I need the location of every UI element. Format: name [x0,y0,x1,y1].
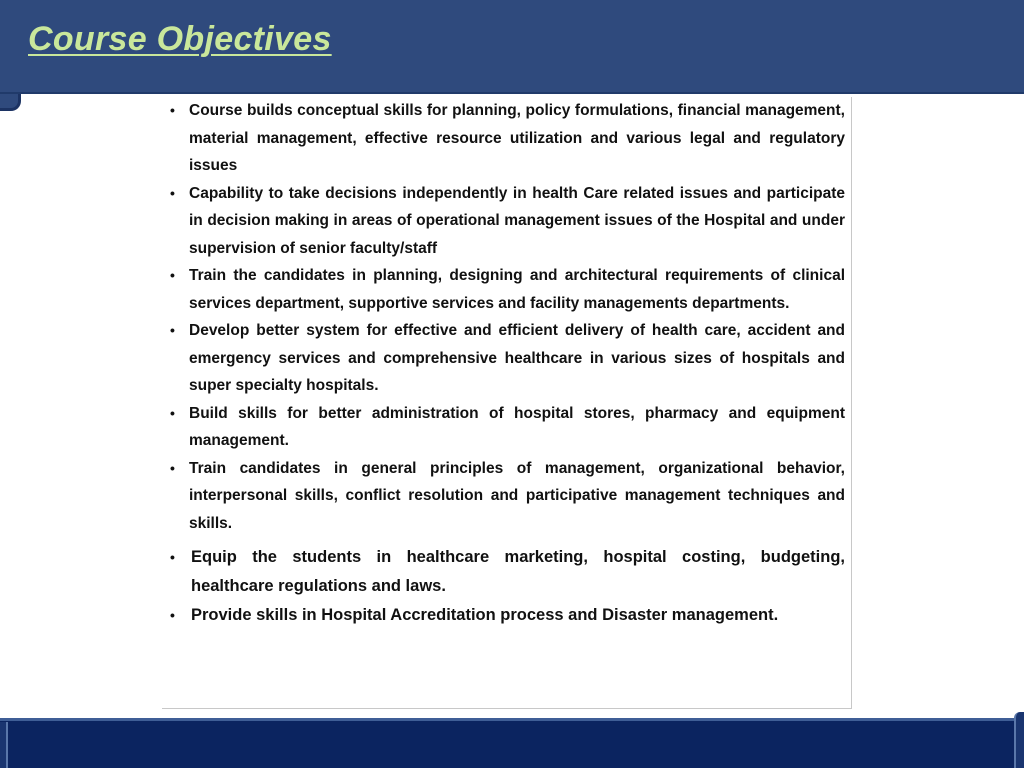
objective-text: Provide skills in Hospital Accreditation process and Disaster management. [191,606,779,624]
objective-item [162,601,851,630]
bullet-icon: • [170,549,175,565]
objective-text: Equip the students in healthcare marketing, hospital costing, budgeting, healthcare regulations and laws. [191,548,845,595]
objective-text: Train candidates in general principles of management, organizational behavior, interpersonal skills, conflict resolution and participative management techniques and skills. [189,459,845,532]
objective-item [162,543,851,601]
objective-item [162,97,851,180]
footer-left-decoration [0,722,8,768]
bullet-icon: • [170,322,175,338]
bullet-icon: • [170,607,175,623]
objective-text: Train the candidates in planning, designing and architectural requirements of clinical services department, supportive services and facility managements departments. [189,267,845,312]
objective-item [162,455,851,538]
footer-right-decoration [1014,712,1024,768]
objectives-box [162,97,852,709]
objectives-list [162,97,851,630]
bullet-icon: • [170,459,175,476]
objective-text: Capability to take decisions independently in health Care related issues and participate in decision making in areas of operational management issues of the Hospital and under supervision of senior faculty/staff [189,184,845,257]
objective-item [162,400,851,455]
header-band [0,0,1024,94]
bullet-icon: • [170,184,175,201]
objective-item [162,317,851,400]
objective-text: Build skills for better administration of hospital stores, pharmacy and equipment management. [189,404,845,449]
bullet-icon: • [170,404,175,421]
objective-item [162,262,851,317]
bullet-icon: • [170,102,175,118]
footer-band [0,718,1024,768]
objective-item [162,180,851,263]
objective-text: Course builds conceptual skills for planning, policy formulations, financial management, material management, effective resource utilization and various legal and regulatory issues [189,102,845,174]
objective-text: Develop better system for effective and efficient delivery of health care, accident and emergency services and comprehensive healthcare in various sizes of hospitals and super specialty hospitals. [189,322,845,394]
slide-title: Course Objectives [28,20,332,58]
bullet-icon: • [170,267,175,283]
